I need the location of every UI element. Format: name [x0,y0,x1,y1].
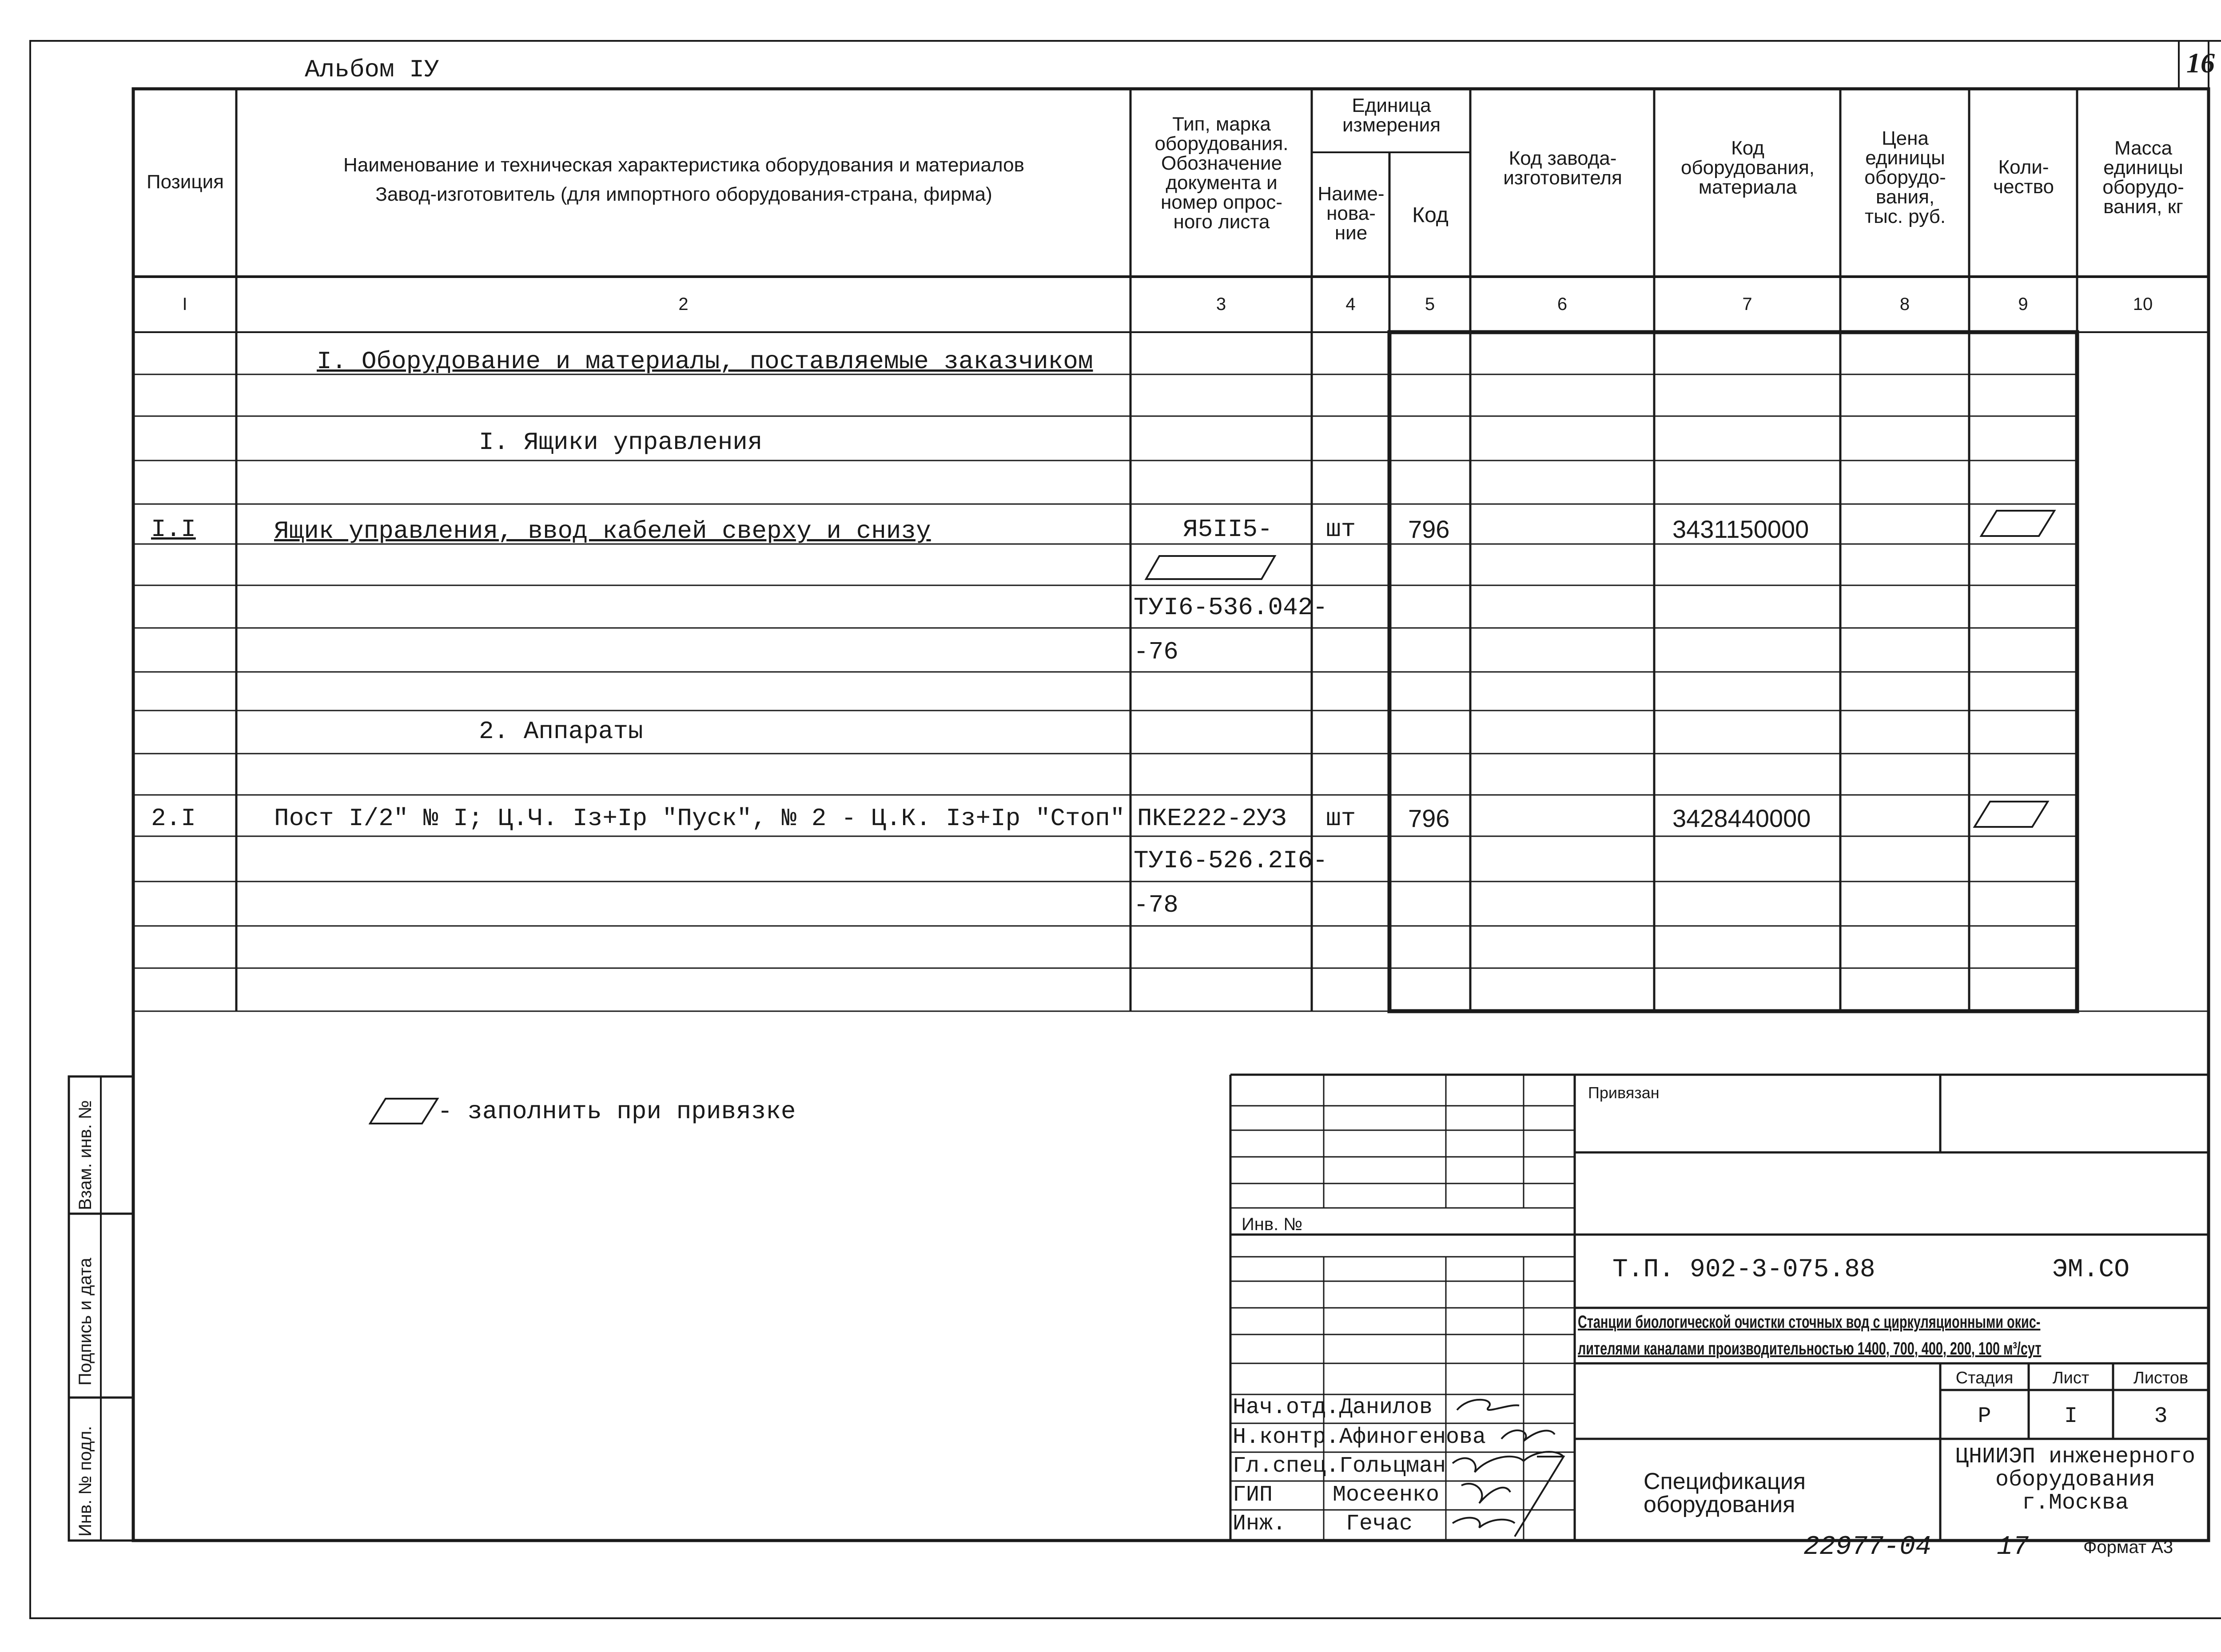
signer-role: Н.контр. [1233,1425,1340,1450]
column-number: 4 [1345,294,1356,314]
privyazan-label: Привязан [1588,1084,1660,1102]
header-line: изготовителя [1503,167,1622,189]
doc-suffix: ЭМ.СО [2052,1255,2130,1284]
row2-type: ПКЕ222-2УЗ [1137,804,1287,833]
row1-type: Я5II5- [1183,515,1273,544]
header-line: Обозначение [1161,152,1282,174]
header-line: Масса [2114,137,2173,159]
format-label: Формат А3 [2083,1537,2173,1557]
group-title: 2. Аппараты [479,717,643,746]
header-quantity [1970,158,2077,197]
header-line: Коли- [1998,156,2049,178]
project-line2: лителями каналами производительностью 1400, 700, 400, 200, 100 м³/сут [1578,1339,2042,1358]
column-number: I [182,294,187,314]
column-number: 3 [1216,294,1226,314]
row1-doc-line1: ТУI6-536.042- [1134,593,1328,622]
column-number: 8 [1899,294,1910,314]
row1-unit-code: 796 [1408,515,1450,543]
column-number: 6 [1557,294,1568,314]
header-line: нова- [1326,203,1376,224]
doc-title-line2: оборудования [1644,1492,1795,1517]
side-label-replacement-inv: Взам. инв. № [76,1100,95,1210]
doc-title-line1: Спецификация [1644,1469,1806,1494]
org-line2: оборудования [1995,1467,2156,1493]
group-title: I. Ящики управления [479,428,763,457]
header-line: оборудования. [1154,133,1289,155]
header-unit-code: Код [1412,203,1449,227]
sheets-value: 3 [2154,1404,2168,1429]
header-line: Наиме- [1317,183,1385,205]
row2-equipment-code: 3428440000 [1672,804,1811,832]
org-line1: ЦНИИЭП инженерного [1955,1444,2196,1469]
placeholder-box [1144,554,1277,581]
header-line: тыс. руб. [1864,206,1946,227]
header-name-line1: Наименование и техническая характеристика оборудования и материалов [343,154,1024,176]
header-line: Цена [1882,127,1929,149]
row2-name: Пост I/2" № I; Ц.Ч. Iз+Iр "Пуск", № 2 - Ц.К. Iз+Iр "Стоп" [274,804,1125,833]
signature-marks [1448,1390,1581,1543]
signer-role: Инж. [1233,1511,1286,1537]
row2-doc-line2: -78 [1134,891,1178,919]
column-number: 5 [1425,294,1435,314]
header-line: оборудования, [1680,157,1815,179]
doc-code: Т.П. 902-3-075.88 [1612,1255,1875,1284]
header-plant-code [1471,149,1654,188]
sheet-value: I [2064,1404,2078,1429]
header-line: оборудо- [1864,167,1946,188]
header-unit-name [1313,184,1389,243]
header-line: материала [1698,176,1797,198]
header-line: Код завода- [1509,147,1617,169]
header-line: Единица [1352,95,1431,116]
header-line: номер опрос- [1160,191,1283,213]
archive-number: 22977-04 [1803,1532,1932,1562]
signer-role: Гл.спец. [1233,1453,1340,1479]
org-line3: г.Москва [2022,1490,2129,1516]
album-label: Альбом IУ [305,56,439,84]
header-unit-group [1313,96,1470,135]
row2-position: 2.I [151,804,196,833]
header-line: ние [1334,222,1368,244]
section-title: I. Оборудование и материалы, поставляемые заказчиком [317,347,1093,376]
organization [1942,1446,2209,1515]
placeholder-box [1972,799,2050,830]
header-line: единицы [2103,157,2183,179]
column-number: 9 [2018,294,2028,314]
header-unit-mass [2078,139,2209,217]
sheets-label: Листов [2133,1369,2189,1387]
header-line: Код [1731,137,1764,159]
inv-no-label: Инв. № [1242,1215,1303,1234]
signer-name: Афиногенова [1339,1425,1486,1450]
sheet-corner-number: 16 [2186,47,2215,79]
header-line: вания, [1875,186,1935,208]
header-unit-price [1841,129,1969,226]
header-line: Тип, марка [1172,113,1271,135]
signer-name: Гольцман [1339,1453,1446,1479]
legend-text: - заполнить при привязке [438,1097,796,1126]
placeholder-box [1979,508,2057,540]
header-name-line2: Завод-изготовитель (для импортного оборудования-страна, фирма) [375,183,992,205]
signer-role: ГИП [1233,1482,1273,1508]
signer-name: Мосеенко [1333,1482,1440,1508]
sheet-label: Лист [2052,1369,2090,1387]
stage-label: Стадия [1955,1369,2014,1387]
row2-unit: шт [1326,804,1356,833]
header-equipment-code [1655,139,1840,197]
row1-unit: шт [1326,515,1356,544]
header-type-brand [1131,115,1312,232]
signer-role: Нач.отд. [1233,1395,1340,1420]
row1-equipment-code: 3431150000 [1672,515,1809,543]
doc-title [1644,1470,1806,1516]
stage-value: Р [1978,1404,1991,1429]
side-label-signature-date: Подпись и дата [76,1258,95,1386]
header-line: единицы [1865,147,1945,169]
header-line: вания, кг [2103,196,2183,218]
column-number: 2 [678,294,689,314]
row2-doc-line1: ТУI6-526.2I6- [1134,846,1328,875]
column-number: 10 [2133,294,2153,314]
row1-name: Ящик управления, ввод кабелей сверху и снизу [274,517,931,545]
signer-name: Данилов [1339,1395,1433,1420]
row1-position: I.I [151,515,196,544]
header-line: измерения [1342,114,1441,136]
row1-doc-line2: -76 [1134,638,1178,666]
header-line: документа и [1166,172,1278,194]
row2-unit-code: 796 [1408,804,1450,832]
signer-name: Гечас [1346,1511,1413,1537]
project-line1: Станции биологической очистки сточных вод с циркуляционными окис- [1578,1312,2041,1332]
column-number: 7 [1742,294,1752,314]
header-position: Позиция [147,171,224,193]
header-line: оборудо- [2102,176,2184,198]
legend-placeholder-icon [369,1097,440,1126]
header-line: ного листа [1173,211,1270,233]
page-number: 17 [1997,1532,2029,1562]
header-line: чество [1993,176,2054,198]
side-label-inv-podl: Инв. № подл. [76,1426,95,1537]
